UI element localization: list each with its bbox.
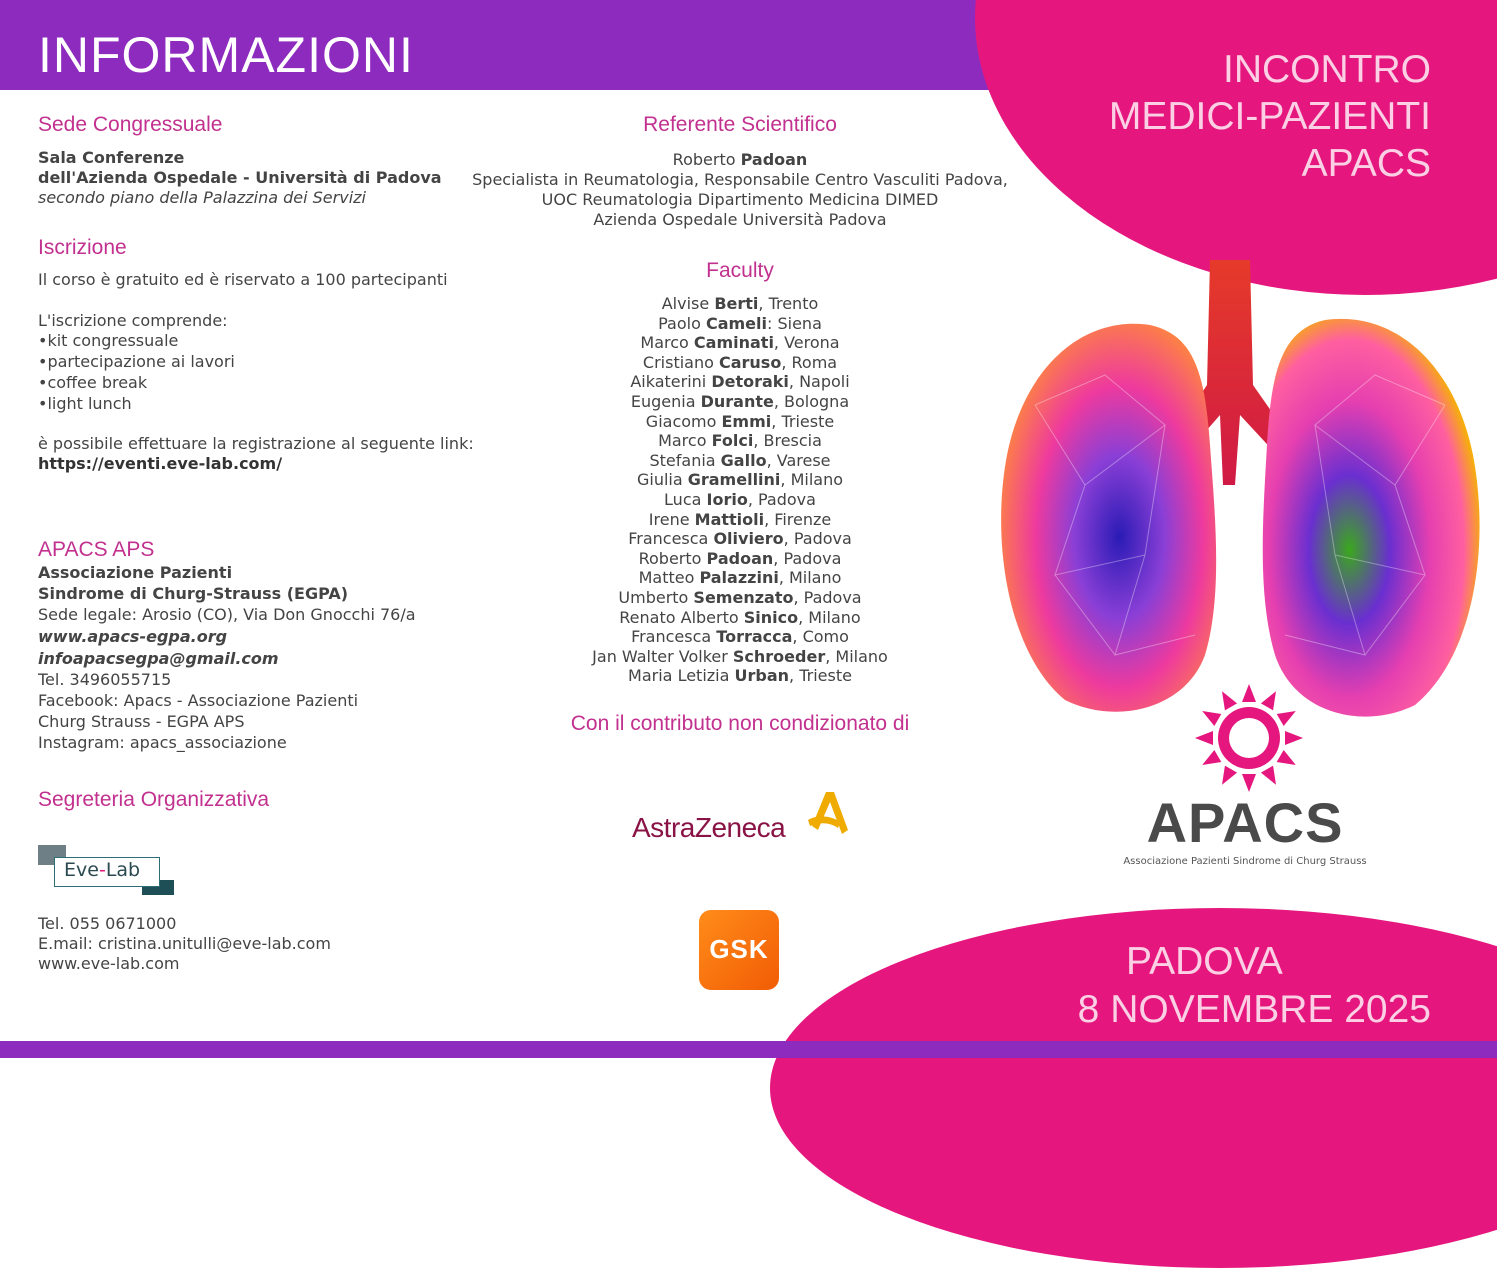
registration-free: Il corso è gratuito ed è riservato a 100 partecipanti [38,270,448,289]
registration-link-label: è possibile effettuare la registrazione al seguente link: [38,434,474,453]
faculty-last-name: Berti [714,294,759,313]
registration-block [38,270,474,474]
referent-name [440,150,1040,170]
registration-includes-label: L'iscrizione comprende: [38,311,228,330]
faculty-city: , Padova [773,548,842,568]
secretariat-email[interactable]: E.mail: cristina.unitulli@eve-lab.com [38,934,331,953]
faculty-member [440,549,1040,569]
faculty-member [440,510,1040,530]
faculty-member [440,470,1040,490]
referent-line3: UOC Reumatologia Dipartimento Medicina DIMED [541,190,939,209]
referent-block [440,150,1040,230]
faculty-last-name: Gramellini [687,470,781,490]
faculty-city: , Verona [773,333,840,353]
event-city: PADOVA [1125,940,1283,983]
faculty-last-name: Iorio [706,489,748,509]
faculty-last-name: Urban [734,666,790,686]
faculty-first-name: Stefania [649,450,721,470]
faculty-first-name: Marco [640,333,694,353]
apacs-address: Sede legale: Arosio (CO), Via Don Gnocchi 76/a [38,605,416,624]
faculty-first-name: Jan Walter Volker [592,646,733,666]
faculty-member [440,588,1040,608]
faculty-city: , Padova [747,489,816,509]
faculty-member [440,666,1040,686]
secretariat-block [38,914,331,974]
gsk-logo [699,910,779,990]
apacs-tel: Tel. 3496055715 [38,670,172,689]
faculty-city: , Milano [778,568,842,588]
faculty-last-name: Sinico [743,607,799,627]
registration-item: •partecipazione ai lavori [38,352,235,371]
apacs-email-link[interactable]: infoapacsegpa@gmail.com [38,649,279,668]
faculty-city: , Roma [781,352,838,372]
referent-line2: Specialista in Reumatologia, Responsabile Centro Vasculiti Padova, [472,170,1008,189]
faculty-first-name: Aikaterini [630,372,712,392]
faculty-city: , Napoli [788,372,850,392]
venue-title: Sede Congressuale [38,113,223,136]
faculty-member [440,412,1040,432]
lungs-illustration [995,255,1490,725]
faculty-city: , Trieste [771,411,835,431]
faculty-list [440,294,1040,686]
faculty-first-name: Maria Letizia [628,666,735,686]
venue-line2: dell'Azienda Ospedale - Università di Padova [38,168,442,187]
faculty-first-name: Francesca [631,627,717,647]
referent-first-name: Roberto [672,150,741,169]
faculty-city: , Varese [766,450,831,470]
sun-logo-icon [1193,683,1305,793]
sponsors-title: Con il contributo non condizionato di [570,712,910,735]
faculty-member [440,647,1040,667]
faculty-member [440,333,1040,353]
faculty-city: , Milano [825,646,888,666]
apacs-facebook-line2: Churg Strauss - EGPA APS [38,712,245,731]
faculty-city: , Milano [798,607,861,627]
faculty-member [440,451,1040,471]
secretariat-tel: Tel. 055 0671000 [38,914,177,933]
faculty-last-name: Mattioli [694,509,765,529]
eve-lab-logo-text [64,859,140,881]
faculty-city: , Trento [758,294,819,313]
astrazeneca-logo-text: AstraZeneca [632,812,786,843]
apacs-block [38,562,416,754]
faculty-first-name: Paolo [658,313,706,333]
faculty-member [440,314,1040,334]
faculty-member [440,353,1040,373]
registration-link[interactable]: https://eventi.eve-lab.com/ [38,454,283,473]
event-title-line3: APACS [1301,142,1431,185]
faculty-member [440,431,1040,451]
apacs-title: APACS APS [38,538,155,561]
faculty-last-name: Padoan [706,548,774,568]
faculty-last-name: Folci [711,431,754,451]
faculty-city: , Firenze [764,509,832,529]
faculty-city: , Padova [793,587,862,607]
faculty-last-name: Gallo [720,450,767,470]
faculty-first-name: Renato Alberto [619,607,744,627]
faculty-first-name: Cristiano [642,352,719,372]
faculty-city: , Bologna [773,391,850,411]
venue-line1: Sala Conferenze [38,148,185,167]
faculty-last-name: Caruso [718,352,782,372]
faculty-city: , Como [792,627,849,647]
faculty-last-name: Durante [700,391,774,411]
faculty-last-name: Caminati [693,333,774,353]
apacs-logo-subtitle: Associazione Pazienti Sindrome di Churg Strauss [1123,856,1367,867]
event-place-date [1078,938,1431,1034]
bottom-band [0,1041,1497,1058]
faculty-member [440,490,1040,510]
faculty-last-name: Detoraki [711,372,789,392]
faculty-member [440,608,1040,628]
page-title: INFORMAZIONI [38,27,414,83]
faculty-first-name: Eugenia [630,391,701,411]
faculty-first-name: Giacomo [645,411,722,431]
registration-item: •light lunch [38,394,132,413]
gsk-logo-text: GSK [709,934,769,964]
faculty-first-name: Matteo [638,568,700,588]
eve-lab-logo [38,845,178,897]
eve-lab-logo-dash: - [98,859,106,881]
faculty-city: : Siena [767,313,822,333]
event-date: 8 NOVEMBRE 2025 [1077,988,1431,1031]
referent-line4: Azienda Ospedale Università Padova [593,210,887,229]
venue-block [38,148,442,208]
apacs-instagram: Instagram: apacs_associazione [38,733,287,752]
apacs-name2: Sindrome di Churg-Strauss (EGPA) [38,584,349,603]
faculty-last-name: Palazzini [699,568,779,588]
faculty-city: , Trieste [789,666,852,686]
faculty-title: Faculty [706,259,774,282]
apacs-facebook-line1: Facebook: Apacs - Associazione Pazienti [38,691,359,710]
registration-item: •kit congressuale [38,331,179,350]
referent-title: Referente Scientifico [643,113,837,136]
faculty-first-name: Marco [658,431,712,451]
registration-title: Iscrizione [38,236,127,259]
venue-line3: secondo piano della Palazzina dei Servizi [38,188,366,207]
faculty-member [440,392,1040,412]
faculty-member [440,568,1040,588]
secretariat-website[interactable]: www.eve-lab.com [38,954,180,973]
event-title-line1: INCONTRO [1223,48,1431,91]
faculty-last-name: Cameli [705,313,767,333]
faculty-first-name: Alvise [661,294,715,313]
faculty-member [440,529,1040,549]
faculty-first-name: Giulia [636,470,688,490]
astrazeneca-symbol-icon [804,790,852,842]
faculty-last-name: Emmi [721,411,772,431]
faculty-city: , Milano [780,470,844,490]
registration-item: •coffee break [38,373,148,392]
faculty-member [440,294,1040,314]
faculty-member [440,372,1040,392]
faculty-first-name: Francesca [628,529,714,549]
faculty-first-name: Roberto [638,548,707,568]
eve-lab-logo-left: Eve [64,859,99,881]
faculty-last-name: Oliviero [713,529,784,549]
faculty-first-name: Irene [648,509,695,529]
secretariat-title: Segreteria Organizzativa [38,788,270,811]
apacs-logo-text: APACS [1146,791,1344,854]
faculty-city: , Padova [783,529,852,549]
faculty-city: , Brescia [753,431,822,451]
apacs-name1: Associazione Pazienti [38,563,233,582]
apacs-website-link[interactable]: www.apacs-egpa.org [38,627,228,646]
event-title-line2: MEDICI-PAZIENTI [1108,95,1431,138]
faculty-last-name: Semenzato [693,587,794,607]
referent-last-name: Padoan [740,150,808,169]
faculty-first-name: Luca [664,489,707,509]
faculty-member [440,627,1040,647]
faculty-last-name: Torracca [716,627,793,647]
event-title [1109,46,1431,187]
astrazeneca-logo [632,790,852,845]
faculty-first-name: Umberto [618,587,694,607]
faculty-last-name: Schroeder [732,646,826,666]
eve-lab-logo-right: Lab [105,859,141,881]
